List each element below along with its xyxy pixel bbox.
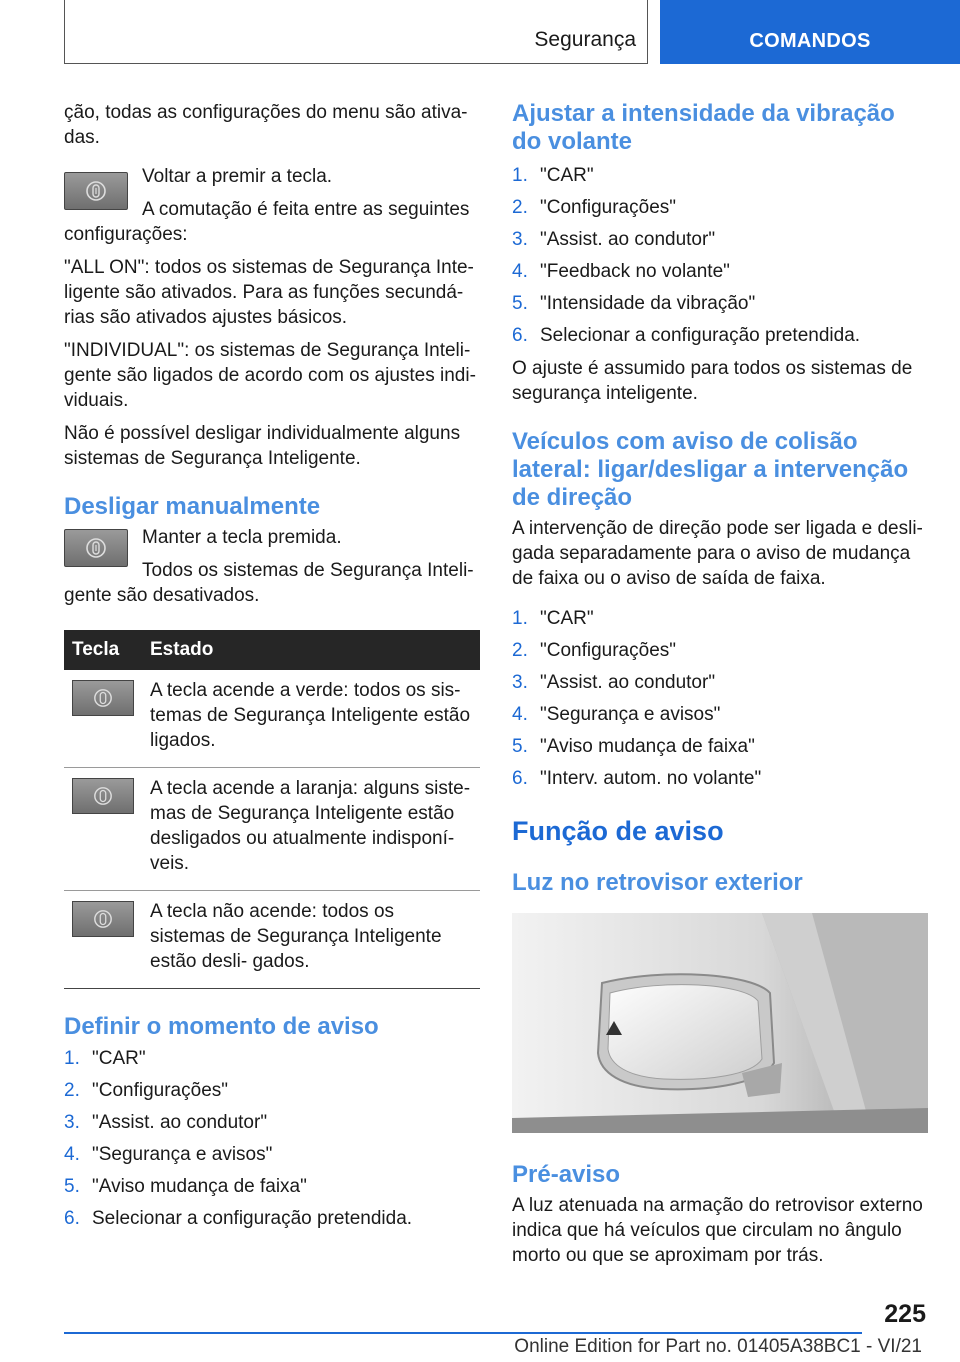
manual-off-block: [64, 525, 480, 616]
list-item: 1. "CAR": [512, 165, 594, 186]
side-collision-text: A intervenção de direção pode ser ligada e desli- gada separadamente para o aviso de mudança de faixa ou o aviso de saída de faixa.: [512, 518, 923, 589]
warning-time-steps: [64, 1043, 480, 1235]
side-collision-steps: [512, 603, 928, 795]
vibration-heading: Ajustar a intensidade da vibração do volante: [512, 100, 895, 155]
manual-off-heading: Desligar manualmente: [64, 493, 321, 520]
safety-button-icon: [64, 172, 128, 210]
col-key-header: Tecla: [64, 630, 142, 670]
list-item: 5. "Aviso mudança de faixa": [64, 1176, 307, 1197]
all-off-text: Todos os sistemas de Segurança Inteli- gente são desativados.: [64, 560, 474, 606]
table-row: [64, 891, 480, 989]
col-state-header: Estado: [142, 630, 480, 670]
list-item: 2. "Configurações": [64, 1080, 229, 1101]
side-mirror-photo: [512, 913, 928, 1133]
edition-footer: Online Edition for Part no. 01405A38BC1 - VI/21: [514, 1336, 922, 1357]
list-item: 4. "Feedback no volante": [512, 261, 730, 282]
list-item: 5. "Intensidade da vibração": [512, 293, 756, 314]
table-row: [64, 768, 480, 891]
safety-button-orange-icon: [72, 778, 134, 814]
list-item: 3. "Assist. ao condutor": [512, 229, 716, 250]
mirror-light-heading: Luz no retrovisor exterior: [512, 869, 803, 896]
hold-key-text: Manter a tecla premida.: [142, 527, 342, 548]
chapter-tab[interactable]: COMANDOS: [660, 0, 960, 64]
intro-continuation: ção, todas as configurações do menu são ativa- das.: [64, 102, 468, 148]
list-item: 1. "CAR": [64, 1048, 146, 1069]
side-collision-heading: Veículos com aviso de colisão lateral: ligar/desligar a intervenção de direção: [512, 428, 909, 511]
safety-button-icon: [64, 529, 128, 567]
pre-warning-text: A luz atenuada na armação do retrovisor externo indica que há veículos que circulam no ângulo morto ou que se aproximam por trás.: [512, 1195, 923, 1266]
list-item: 6. Selecionar a configuração pretendida.: [64, 1208, 413, 1229]
list-item: 5. "Aviso mudança de faixa": [512, 736, 755, 757]
right-column: [512, 100, 928, 1276]
list-item: 4. "Segurança e avisos": [64, 1144, 273, 1165]
table-cell: A tecla não acende: todos os sistemas de Segurança Inteligente estão desli- gados.: [142, 891, 480, 989]
pre-warning-heading: Pré-aviso: [512, 1161, 621, 1188]
list-item: 3. "Assist. ao condutor": [64, 1112, 268, 1133]
table-row: [64, 670, 480, 768]
table-cell: A tecla acende a laranja: alguns siste- mas de Segurança Inteligente estão desligados ou atualmente indisponí- veis.: [142, 768, 480, 891]
warning-function-heading: Função de aviso: [512, 816, 724, 846]
left-column: [64, 100, 480, 1235]
safety-button-green-icon: [72, 680, 134, 716]
list-item: 2. "Configurações": [512, 197, 677, 218]
list-item: 1. "CAR": [512, 608, 594, 629]
list-item: 3. "Assist. ao condutor": [512, 672, 716, 693]
state-table: [64, 630, 480, 989]
list-item: 6. Selecionar a configuração pretendida.: [512, 325, 861, 346]
individual-text: "INDIVIDUAL": os sistemas de Segurança Inteli- gente são ligados de acordo com os ajustes indi- viduais.: [64, 340, 476, 411]
vibration-note: O ajuste é assumido para todos os sistemas de segurança inteligente.: [512, 358, 913, 404]
list-item: 4. "Segurança e avisos": [512, 704, 721, 725]
page-number: 225: [884, 1300, 926, 1328]
switch-text: A comutação é feita entre as seguintes configurações:: [64, 199, 470, 245]
press-again-text: Voltar a premir a tecla.: [142, 168, 333, 187]
press-again-block: [64, 168, 480, 255]
list-item: 6. "Interv. autom. no volante": [512, 768, 762, 789]
footer-rule: [64, 1332, 862, 1334]
table-cell: A tecla acende a verde: todos os sis- temas de Segurança Inteligente estão ligados.: [142, 670, 480, 768]
list-item: 2. "Configurações": [512, 640, 677, 661]
not-possible-text: Não é possível desligar individualmente alguns sistemas de Segurança Inteligente.: [64, 423, 461, 469]
section-title: Segurança: [534, 28, 636, 51]
safety-button-off-icon: [72, 901, 134, 937]
warning-time-heading: Definir o momento de aviso: [64, 1013, 379, 1040]
all-on-text: "ALL ON": todos os sistemas de Segurança Inte- ligente são ativados. Para as funções secundá- rias são ativados ajustes básicos.: [64, 257, 474, 328]
vibration-steps: [512, 160, 928, 352]
